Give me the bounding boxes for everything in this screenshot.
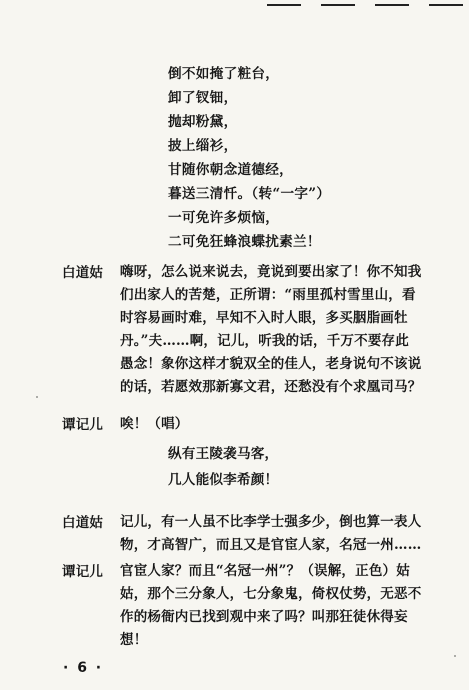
sung-lines [168,443,448,492]
speech-line: 物，才高智广，而且又是官宦人家，名冠一州…… [120,537,422,553]
speech-text [120,511,454,557]
scan-speck [36,396,38,398]
speech-line: 愚念！象你这样才貌双全的佳人，老身说句不该说 [120,356,422,372]
verse-line: 甘随你朝念道德经， [168,162,294,178]
verse-line: 二可免狂蜂浪蝶扰素兰！ [168,234,321,250]
sung-verse [168,62,438,254]
verse-line: 一可免许多烦恼， [168,210,280,226]
speech-line: 丹。”夫……啊，记儿，听我的话，千万不要存此 [120,333,409,349]
edge-mark [375,4,409,6]
verse-line: 披上缁衫， [168,138,238,154]
page-number: · 6 · [63,660,104,676]
speech-line: 作的杨衙内已找到观中来了吗？叫那狂徒休得妄 [120,609,408,625]
speech-line: 想！ [120,632,148,648]
verse-line: 倒不如掩了粧台， [168,66,280,82]
verse-line: 暮送三清忏。（转“一字”） [168,186,331,202]
verse-line: 卸了钗钿， [168,90,238,106]
speaker-name: 白道姑 [62,265,104,281]
edge-mark [429,4,463,6]
speaker-name: 白道姑 [62,515,104,531]
song-line: 纵有王陵袭马客， [168,446,279,462]
speech-text [120,560,454,652]
speaker-name: 谭记儿 [62,417,104,433]
speech-text [120,413,454,436]
speech-line: 的话，若愿效那新寡文君，还愁没有个求凰司马？ [120,379,422,395]
edge-mark [321,4,355,6]
speech-line: 姑，那个三分象人，七分象鬼，倚权仗势，无恶不 [120,586,422,602]
speech-line: 唉！（唱） [120,416,189,432]
edge-mark [267,4,301,6]
speaker-name: 谭记儿 [62,564,104,580]
speech-line: 记儿，有一人虽不比李学士强多少，倒也算一表人 [120,514,422,530]
speech-line: 时容易画时难，早知不入时人眼，多买胭脂画牡 [120,310,408,326]
song-line: 几人能似李希颜！ [168,472,279,488]
verse-line: 抛却粉黛， [168,114,238,130]
speech-text [120,261,454,399]
top-edge-marks [267,0,463,10]
speech-line: 官宦人家？而且“名冠一州”？（误解，正色）姑 [120,563,410,579]
speech-line: 们出家人的苦楚，正所谓：“雨里孤村雪里山，看 [120,287,416,303]
speech-line: 嗨呀，怎么说来说去，竟说到要出家了！你不知我 [120,264,422,280]
scan-speck [454,655,456,657]
